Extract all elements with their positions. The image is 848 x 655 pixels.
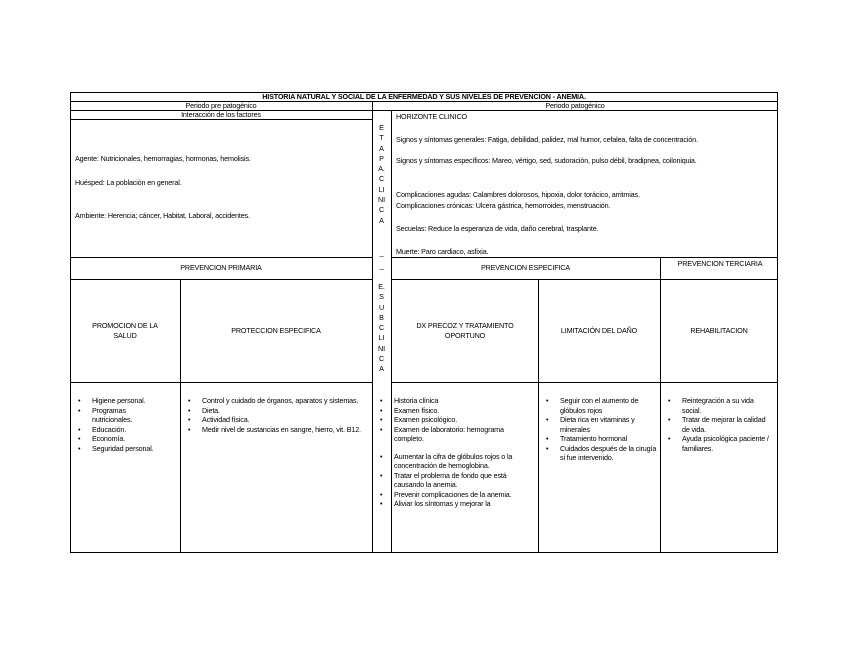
death-text: Muerte: Paro cardiaco, asfixia.: [396, 247, 489, 256]
stage-letter: A: [379, 143, 384, 153]
tertiary-prevention-header: PREVENCION TERCIARIA: [677, 259, 763, 268]
sequels-text: Secuelas: Reduce la esperanza de vida, daño cerebral, trasplante.: [396, 224, 599, 233]
subclinical-letter: A: [379, 364, 384, 374]
subclinical-stage-label: [372, 282, 391, 375]
early-diagnosis-header: DX PRECOZ Y TRATAMIENTO OPORTUNO: [416, 321, 514, 340]
list-item: • Historia clínica: [376, 396, 534, 406]
list-item: • Medir nivel de sustancias en sangre, hierro, vit. B12.: [184, 425, 369, 435]
list-item: • Tratar de mejorar la calidad de vida.: [664, 415, 774, 434]
list-item: • Control y cuidado de órganos, aparatos y sistemas.: [184, 396, 369, 406]
rehabilitation-header: REHABILITACION: [690, 326, 748, 335]
agent-text: Agente: Nutricionales, hemorragias, hormonas, hemolisis.: [75, 154, 251, 163]
document-title: HISTORIA NATURAL Y SOCIAL DE LA ENFERMEDAD Y SUS NIVELES DE PREVENCION - ANEMIA.: [262, 92, 586, 101]
separator-mark: _: [379, 248, 384, 257]
stage-letter: A.: [378, 164, 385, 174]
stage-letter: A: [379, 215, 384, 225]
environment-text: Ambiente: Herencia; cáncer, Habitat, Laboral, accidentes.: [75, 211, 250, 220]
secondary-prevention-header: PREVENCION ESPECIFICA: [480, 263, 571, 272]
period-pathogenic: Periodo patogénico: [545, 101, 605, 110]
stage-letter: C: [378, 174, 385, 184]
subclinical-letter: C: [378, 354, 385, 364]
list-item: • Aliviar los síntomas y mejorar la: [376, 499, 534, 509]
subclinical-letter: S: [379, 292, 384, 302]
stage-letter: NI: [378, 195, 385, 205]
stage-letter: LI: [378, 184, 385, 194]
subclinical-letter: B: [379, 312, 384, 322]
subclinical-letter: U: [378, 302, 385, 312]
list-item: • Actividad física.: [184, 415, 369, 425]
list-item: • Seguir con el aumento de glóbulos rojos: [542, 396, 658, 415]
list-item: • Higiene personal.: [74, 396, 178, 406]
list-item: • Ayuda psicológica paciente / familiares.: [664, 434, 774, 453]
stage-letter: E: [379, 123, 384, 132]
rehabilitation-list: [664, 396, 774, 453]
host-text: Huésped: La población en general.: [75, 178, 182, 187]
list-item: • Examen físico.: [376, 406, 534, 416]
list-item: • Reintegración a su vida social.: [664, 396, 774, 415]
list-item: • Tratamiento hormonal: [542, 434, 658, 444]
chronic-complications-text: Complicaciones crónicas: Ulcera gástrica, hemorroides, menstruación.: [396, 201, 611, 210]
stage-letter: P: [379, 153, 384, 163]
specific-signs-text: Signos y síntomas específicos: Mareo, vértigo, sed, sudoración, pulso débil, bradipnea, coiloniquia.: [396, 156, 697, 165]
list-item: • Tratar el problema de fondo que está causando la anemia.: [376, 471, 534, 490]
damage-limitation-list: [542, 396, 658, 463]
health-promotion-list: [74, 396, 178, 453]
health-promotion-header: PROMOCION DE LA SALUD: [92, 321, 158, 340]
subclinical-letter: NI: [378, 343, 385, 353]
acute-complications-text: Complicaciones agudas: Calambres dolorosos, hipoxia, dolor torácico, arritmias.: [396, 190, 640, 199]
specific-protection-list: [184, 396, 369, 434]
list-item: • Examen psicológico.: [376, 415, 534, 425]
factors-interaction-header: Interacción de los factores: [181, 110, 261, 119]
separator-mark: _: [379, 261, 384, 270]
clinical-horizon-header: HORIZONTE CLINICO: [396, 112, 467, 121]
subclinical-letter: E.: [378, 282, 385, 291]
primary-prevention-header: PREVENCION PRIMARIA: [180, 263, 262, 272]
list-item: • Programas nutricionales.: [74, 406, 140, 425]
stage-letter: C: [378, 205, 385, 215]
prevention-table: [70, 92, 778, 553]
early-diagnosis-list: [376, 396, 534, 509]
list-item: • Dieta rica en vitaminas y minerales: [542, 415, 658, 434]
general-signs-text: Signos y síntomas generales: Fatiga, debilidad, palidez, mal humor, cefalea, falta de concentración.: [396, 135, 698, 144]
list-item: • Aumentar la cifra de glóbulos rojos o la concentración de hemoglobina.: [376, 452, 534, 471]
subclinical-letter: C: [378, 323, 385, 333]
list-item: • Cuidados después de la cirugía si fue intervenido.: [542, 444, 658, 463]
subclinical-letter: LI: [378, 333, 385, 343]
list-item: • Seguridad personal.: [74, 444, 178, 454]
clinical-stage-label: [372, 123, 391, 226]
list-item: • Examen de laboratorio: hemograma completo.: [376, 425, 534, 444]
list-item: • Prevenir complicaciones de la anemia.: [376, 490, 534, 500]
specific-protection-header: PROTECCION ESPECIFICA: [231, 326, 321, 335]
list-item: • Educación.: [74, 425, 178, 435]
list-item: • Economía.: [74, 434, 178, 444]
list-item: • Dieta.: [184, 406, 369, 416]
period-prepathogenic: Periodo pre patogénico: [185, 101, 257, 110]
damage-limitation-header: LIMITACIÓN DEL DAÑO: [560, 326, 638, 335]
stage-letter: T: [379, 133, 384, 143]
